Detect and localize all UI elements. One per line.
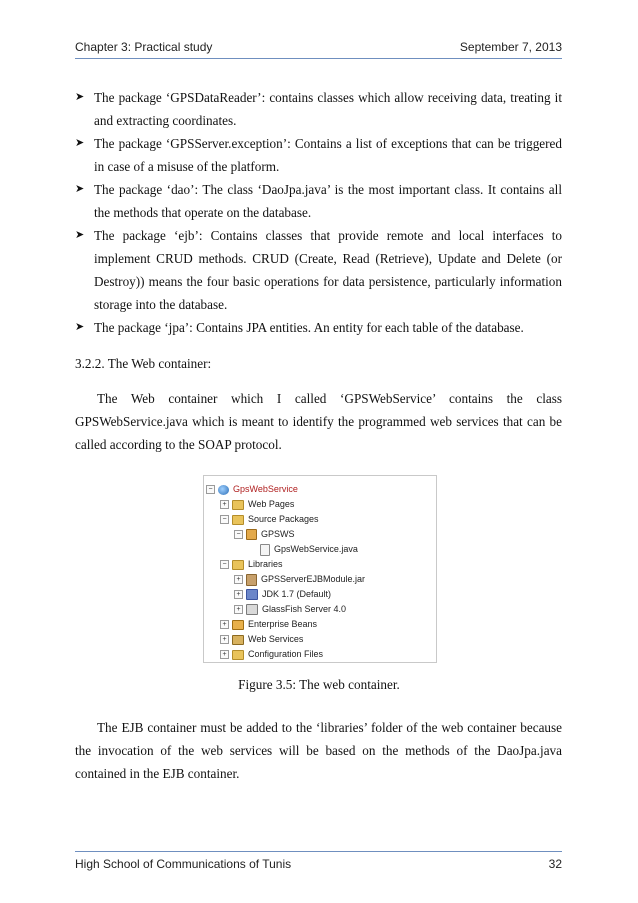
list-item: ➤ The package ‘dao’: The class ‘DaoJpa.java’ is the most important class. It contains all the methods that operate on the database. xyxy=(75,178,562,224)
expand-toggle-icon[interactable]: + xyxy=(234,575,243,584)
expand-toggle-icon[interactable]: − xyxy=(220,560,229,569)
expand-toggle-icon[interactable]: + xyxy=(220,650,229,659)
tree-node-label: Enterprise Beans xyxy=(248,619,318,629)
list-item: ➤ The package ‘ejb’: Contains classes that provide remote and local interfaces to implement CRUD methods. CRUD (Create, Read (Retrieve), Update and Delete (or Destroy)) means the four basic operations for data persistence, particularly information storage into the database. xyxy=(75,224,562,316)
tree-node[interactable] xyxy=(206,572,365,587)
list-item: ➤ The package ‘GPSServer.exception’: Contains a list of exceptions that can be triggered in case of a misuse of the platform. xyxy=(75,132,562,178)
tree-node[interactable] xyxy=(206,527,365,542)
package-list xyxy=(75,86,562,339)
tree-node-label: GlassFish Server 4.0 xyxy=(262,604,347,614)
config-folder-icon xyxy=(232,650,244,660)
arrow-bullet-icon: ➤ xyxy=(75,229,85,241)
server-icon xyxy=(246,604,258,615)
paragraph: The Web container which I called ‘GPSWebService’ contains the class GPSWebService.java which is meant to identify the programmed web services that can be called according to the SOAP protocol. xyxy=(75,391,562,452)
expand-toggle-icon[interactable]: + xyxy=(220,620,229,629)
list-item: ➤ The package ‘GPSDataReader’: contains classes which allow receiving data, treating it and extracting coordinates. xyxy=(75,86,562,132)
tree-node[interactable] xyxy=(206,587,365,602)
paragraph: The EJB container must be added to the ‘libraries’ folder of the web container because the invocation of the web services will be based on the methods of the DaoJpa.java contained in the EJB container. xyxy=(75,720,562,781)
tree-node[interactable] xyxy=(206,602,365,617)
tree-node-label: GPSWS xyxy=(261,529,295,539)
jar-icon xyxy=(246,574,257,586)
arrow-bullet-icon: ➤ xyxy=(75,137,85,149)
section-heading: 3.2.2. The Web container: xyxy=(75,356,212,371)
tree-node[interactable] xyxy=(206,497,365,512)
arrow-bullet-icon: ➤ xyxy=(75,321,85,333)
folder-icon xyxy=(232,500,244,510)
tree-node-label: Web Services xyxy=(248,634,304,644)
arrow-bullet-icon: ➤ xyxy=(75,91,85,103)
tree-node-label: Web Pages xyxy=(248,499,295,509)
list-item: ➤ The package ‘jpa’: Contains JPA entities. An entity for each table of the database. xyxy=(75,316,562,339)
tree-node[interactable] xyxy=(206,542,365,557)
expand-toggle-icon[interactable]: − xyxy=(220,515,229,524)
page-footer xyxy=(75,857,562,871)
page-header xyxy=(75,40,562,54)
folder-icon xyxy=(232,515,244,525)
header-rule xyxy=(75,58,562,59)
footer-institution: High School of Communications of Tunis xyxy=(75,857,292,871)
main-content xyxy=(75,86,562,456)
header-date: September 7, 2013 xyxy=(459,40,562,54)
arrow-bullet-icon: ➤ xyxy=(75,183,85,195)
tree-node[interactable] xyxy=(206,617,365,632)
tree-node-label: GPSServerEJBModule.jar xyxy=(261,574,366,584)
expand-toggle-icon[interactable]: + xyxy=(220,500,229,509)
tree-node-label: Configuration Files xyxy=(248,649,324,659)
expand-toggle-icon[interactable]: − xyxy=(234,530,243,539)
web-services-icon xyxy=(232,635,244,645)
beans-icon xyxy=(232,620,244,630)
tree-node-label: GpsWebService xyxy=(233,484,298,494)
expand-toggle-icon[interactable]: + xyxy=(220,635,229,644)
tree-node-label: GpsWebService.java xyxy=(274,544,358,554)
tree-node[interactable] xyxy=(206,512,365,527)
tree-node-label: Libraries xyxy=(248,559,283,569)
footer-rule xyxy=(75,851,562,852)
package-icon xyxy=(246,529,257,540)
globe-icon xyxy=(218,485,229,495)
tree-node-label: JDK 1.7 (Default) xyxy=(262,589,332,599)
figure-project-tree xyxy=(203,475,437,663)
folder-icon xyxy=(232,560,244,570)
jdk-icon xyxy=(246,589,258,600)
project-tree xyxy=(206,482,365,662)
expand-toggle-icon[interactable]: − xyxy=(206,485,215,494)
tree-node[interactable] xyxy=(206,557,365,572)
expand-toggle-icon[interactable]: + xyxy=(234,590,243,599)
tree-node[interactable] xyxy=(206,482,365,497)
tree-node[interactable] xyxy=(206,632,365,647)
tree-node-label: Source Packages xyxy=(248,514,319,524)
header-chapter: Chapter 3: Practical study xyxy=(75,40,213,54)
expand-toggle-icon[interactable]: + xyxy=(234,605,243,614)
page-number: 32 xyxy=(548,857,562,871)
figure-caption: Figure 3.5: The web container. xyxy=(238,677,400,692)
tree-node[interactable] xyxy=(206,647,365,662)
java-file-icon xyxy=(260,544,270,556)
